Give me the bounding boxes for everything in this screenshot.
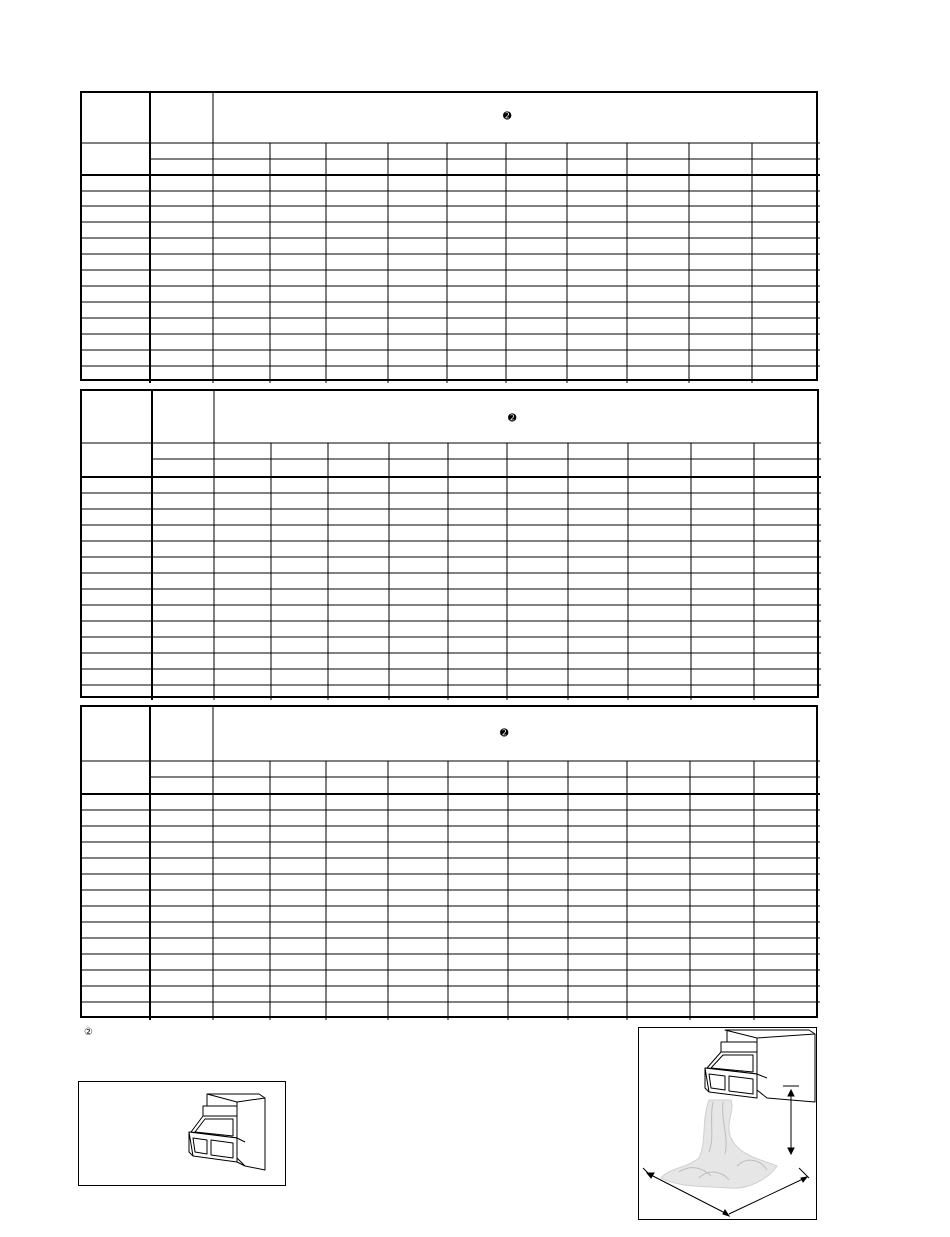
- table-grid-2: [82, 391, 821, 700]
- footnote-mark: ②: [84, 1027, 93, 1038]
- figure-unit-small: [78, 1081, 286, 1186]
- header-mark: ➋: [508, 413, 517, 424]
- data-table-3: [80, 705, 818, 1018]
- header-mark: ➋: [500, 728, 509, 739]
- header-mark: ➋: [503, 111, 512, 122]
- data-table-2: [80, 389, 819, 698]
- air-conditioner-airflow-icon: [639, 1028, 818, 1221]
- table-grid-1: [82, 93, 820, 383]
- data-table-1: [80, 91, 818, 381]
- table-grid-3: [82, 707, 820, 1020]
- air-conditioner-unit-icon: [79, 1082, 287, 1187]
- figure-unit-airflow: [638, 1027, 817, 1220]
